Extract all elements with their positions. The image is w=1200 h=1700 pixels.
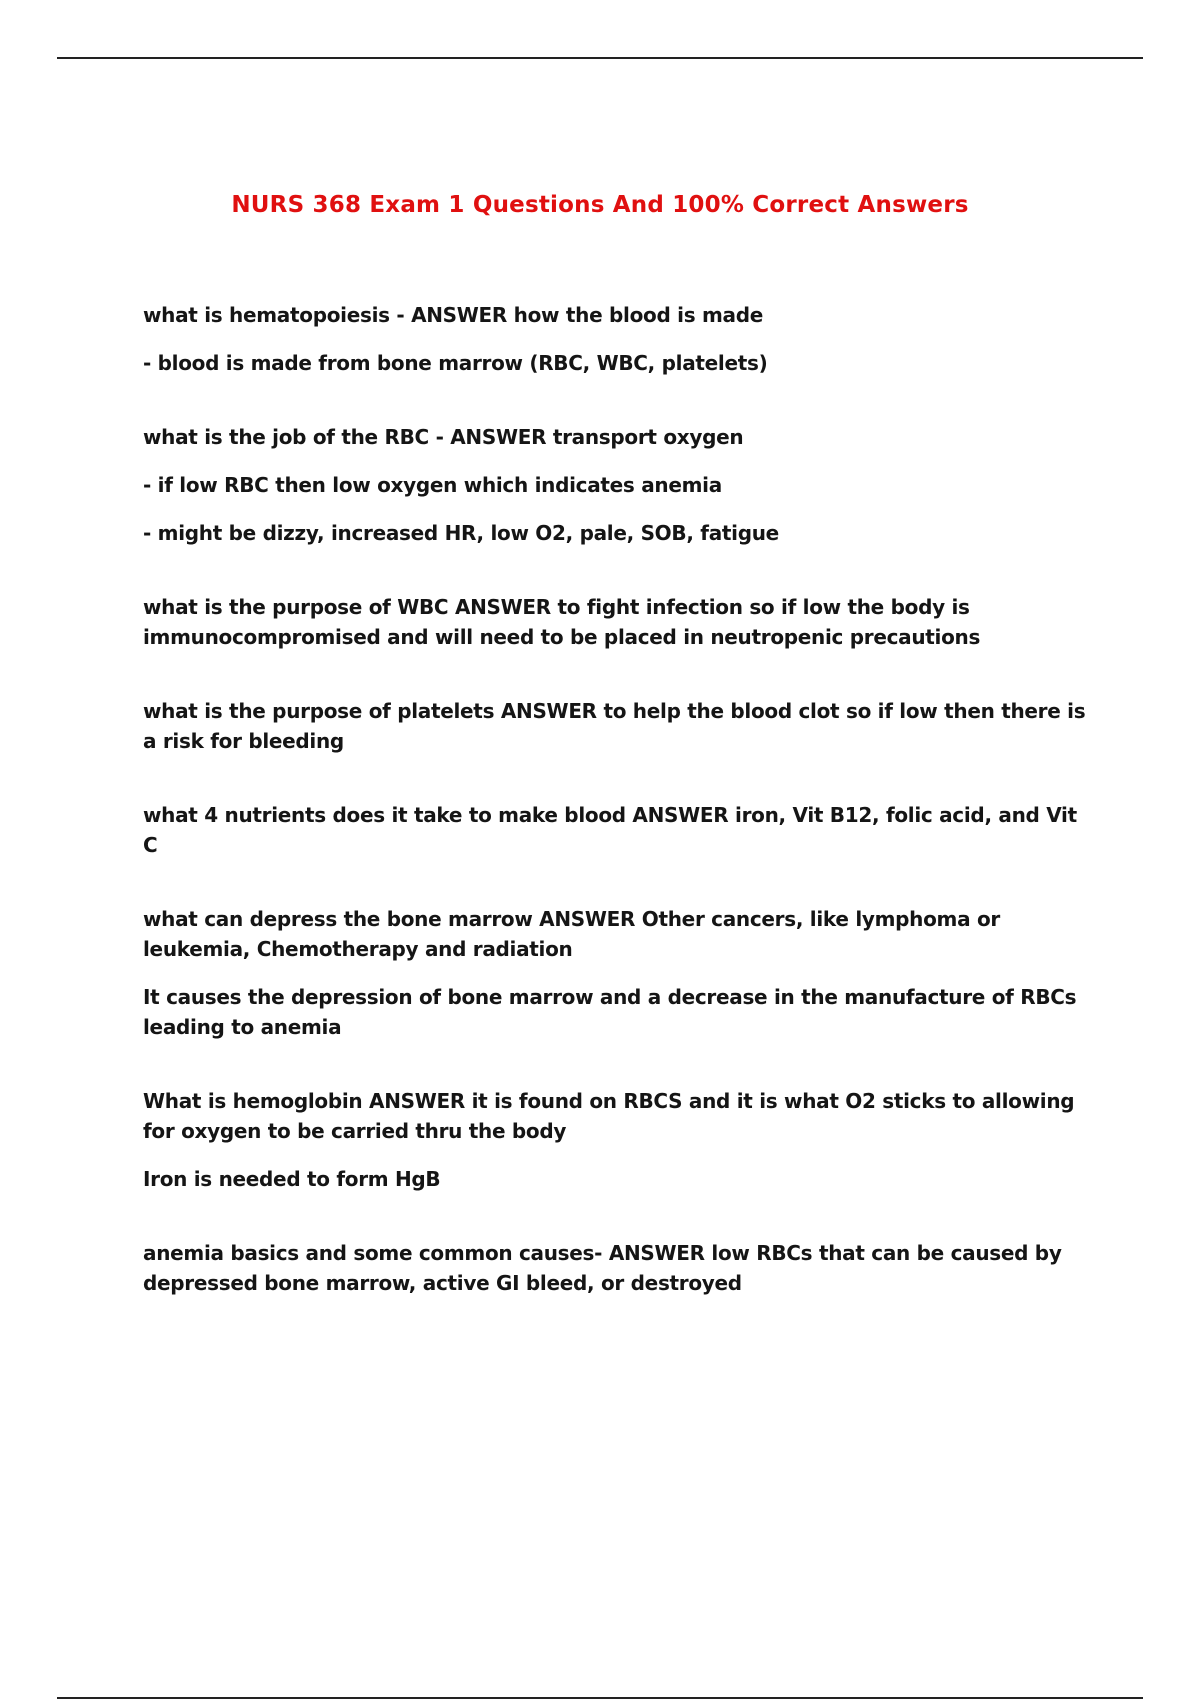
answer-detail-line: - might be dizzy, increased HR, low O2, pale, SOB, fatigue (143, 521, 779, 545)
question-line: anemia basics and some common causes- ANSWER low RBCs that can be caused by depressed bone marrow, active GI bleed, or destroyed (143, 1241, 1062, 1295)
question-line: what can depress the bone marrow ANSWER Other cancers, like lymphoma or leukemia, Chemotherapy and radiation (143, 907, 1000, 961)
qa-block-rbc (143, 422, 1093, 548)
qa-block-bone-marrow (143, 904, 1093, 1042)
question-line: what is hematopoiesis - ANSWER how the blood is made (143, 303, 763, 327)
document-body (143, 300, 1093, 1342)
page-title: NURS 368 Exam 1 Questions And 100% Correct Answers (231, 192, 969, 218)
qa-block-hemoglobin (143, 1086, 1093, 1194)
answer-detail-line: It causes the depression of bone marrow and a decrease in the manufacture of RBCs leading to anemia (143, 985, 1077, 1039)
top-rule (57, 57, 1143, 59)
qa-block-anemia (143, 1238, 1093, 1298)
qa-block-nutrients (143, 800, 1093, 860)
bottom-rule (57, 1697, 1143, 1699)
question-line: what 4 nutrients does it take to make blood ANSWER iron, Vit B12, folic acid, and Vit C (143, 803, 1077, 857)
question-line: What is hemoglobin ANSWER it is found on RBCS and it is what O2 sticks to allowing for oxygen to be carried thru the body (143, 1089, 1075, 1143)
qa-block-hematopoiesis (143, 300, 1093, 378)
answer-detail-line: Iron is needed to form HgB (143, 1167, 441, 1191)
qa-block-wbc (143, 592, 1093, 652)
question-line: what is the purpose of WBC ANSWER to fight infection so if low the body is immunocompromised and will need to be placed in neutropenic precautions (143, 595, 981, 649)
answer-detail-line: - if low RBC then low oxygen which indicates anemia (143, 473, 722, 497)
qa-block-platelets (143, 696, 1093, 756)
question-line: what is the purpose of platelets ANSWER to help the blood clot so if low then there is a risk for bleeding (143, 699, 1086, 753)
answer-detail-line: - blood is made from bone marrow (RBC, WBC, platelets) (143, 351, 768, 375)
question-line: what is the job of the RBC - ANSWER transport oxygen (143, 425, 744, 449)
